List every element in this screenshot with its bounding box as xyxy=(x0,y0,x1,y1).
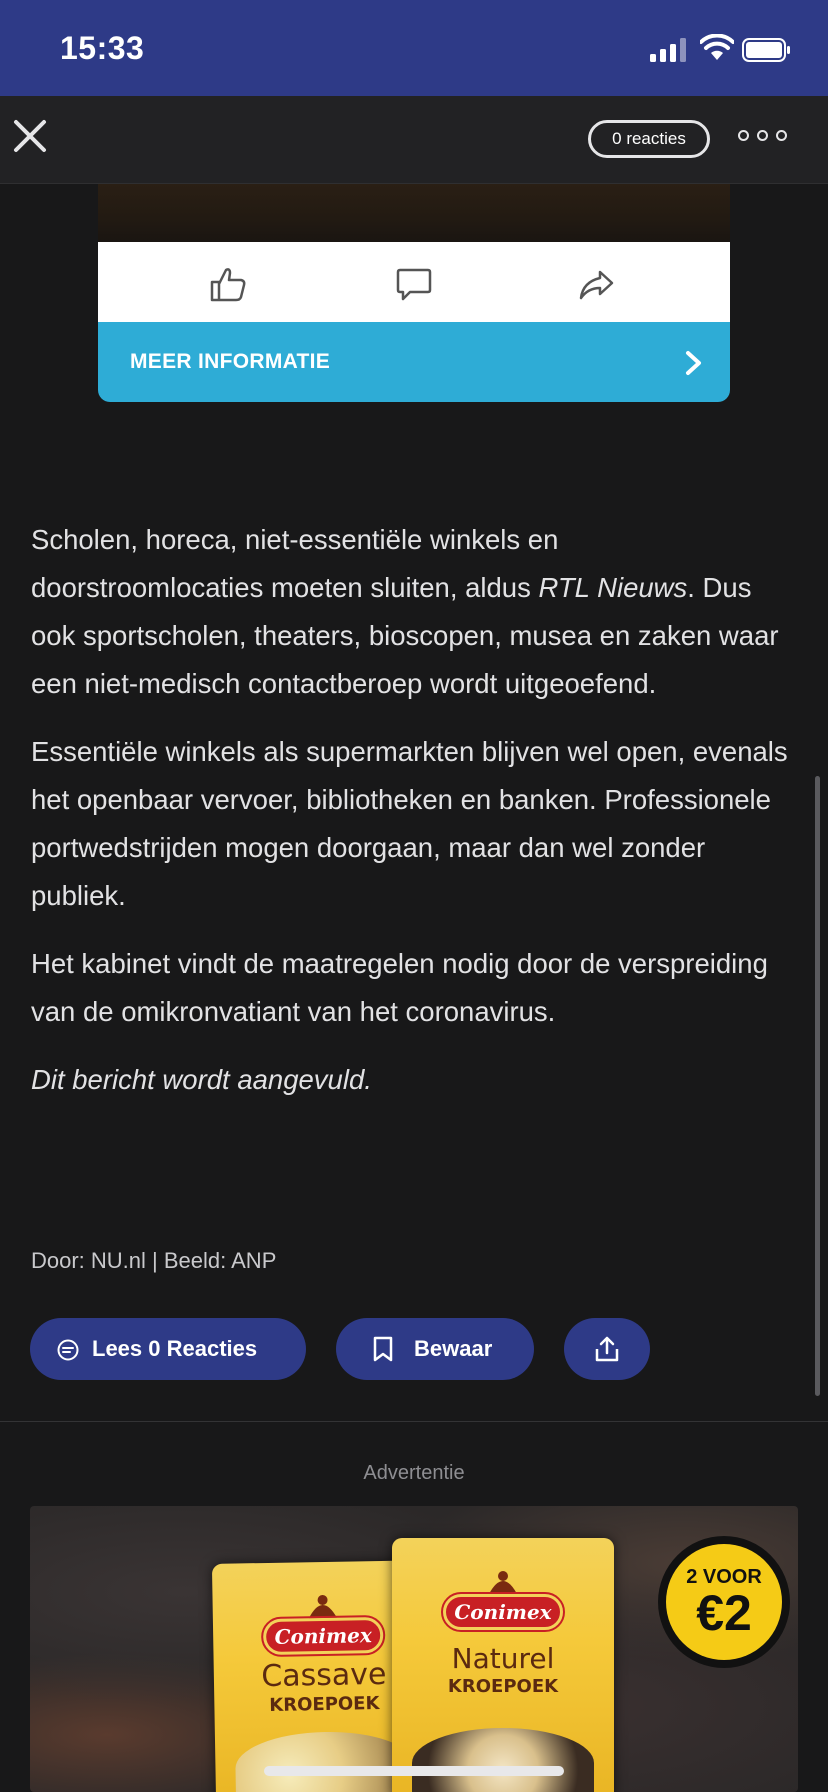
save-article-button[interactable] xyxy=(336,1318,534,1380)
product-bag-naturel xyxy=(392,1538,614,1792)
byline: Door: NU.nl | Beeld: ANP xyxy=(31,1248,277,1273)
status-bar xyxy=(0,0,828,96)
close-icon[interactable] xyxy=(12,118,48,154)
advertisement-banner[interactable] xyxy=(30,1506,798,1792)
signal-icon xyxy=(650,38,690,62)
chat-bubble-icon xyxy=(56,1338,80,1362)
brand-crest-icon xyxy=(483,1564,523,1598)
article-paragraph: Het kabinet vindt de maatregelen nodig door de verspreiding van de omikronvatiant van het coronavirus. xyxy=(31,948,768,1027)
share-icon xyxy=(594,1335,620,1363)
save-article-label: Bewaar xyxy=(414,1336,493,1361)
source-name: RTL Nieuws xyxy=(538,572,688,603)
share-arrow-icon[interactable] xyxy=(576,264,616,304)
wifi-icon xyxy=(700,34,734,62)
more-info-button[interactable] xyxy=(98,322,730,402)
divider xyxy=(0,1421,828,1422)
product-name: Naturel xyxy=(451,1642,555,1675)
reactions-count-button[interactable] xyxy=(588,120,710,158)
product-name: Cassave xyxy=(260,1656,387,1695)
product-type: KROEPOEK xyxy=(269,1693,380,1716)
chevron-right-icon xyxy=(684,350,704,376)
article-update-note: Dit bericht wordt aangevuld. xyxy=(31,1064,372,1095)
price-badge xyxy=(658,1536,790,1668)
embedded-actions xyxy=(98,242,730,322)
share-button[interactable] xyxy=(564,1318,650,1380)
embedded-media[interactable] xyxy=(98,184,730,242)
like-icon[interactable] xyxy=(208,264,248,304)
embedded-post-card xyxy=(98,184,730,402)
bookmark-icon xyxy=(372,1336,394,1362)
product-snack-image xyxy=(235,1730,416,1792)
article-body xyxy=(31,516,791,1124)
read-reactions-button[interactable] xyxy=(30,1318,306,1380)
advertisement-label: Advertentie xyxy=(363,1462,465,1484)
article-toolbar xyxy=(0,96,828,184)
price-badge-offer: 2 VOOR xyxy=(686,1566,762,1588)
battery-icon xyxy=(742,38,792,62)
reactions-count-label: 0 reacties xyxy=(612,129,686,148)
brand-logo: Conimex xyxy=(263,1617,384,1655)
comment-icon[interactable] xyxy=(394,264,434,304)
home-indicator[interactable] xyxy=(264,1766,564,1776)
status-time: 15:33 xyxy=(60,30,145,66)
price-badge-price: €2 xyxy=(696,1585,752,1641)
more-options-icon[interactable] xyxy=(738,130,787,141)
brand-logo: Conimex xyxy=(443,1594,563,1630)
product-snack-image xyxy=(412,1728,594,1792)
product-type: KROEPOEK xyxy=(447,1676,559,1697)
scrollbar[interactable] xyxy=(815,776,820,1396)
read-reactions-label: Lees 0 Reacties xyxy=(92,1336,258,1361)
article-paragraph: Scholen, horeca, niet-essentiële winkels en doorstroomlocaties moeten sluiten, aldus RTL Nieuws. Dus ook sportscholen, theaters, bioscopen, musea en zaken waar een niet-medisch contactberoep wordt uitgeoefend. xyxy=(31,524,779,699)
article-paragraph: Essentiële winkels als supermarkten blijven wel open, evenals het openbaar vervoer, bibliotheken en banken. Professionele portwedstrijden mogen doorgaan, maar dan wel zonder publiek. xyxy=(31,736,788,911)
more-info-label: MEER INFORMATIE xyxy=(130,350,331,373)
